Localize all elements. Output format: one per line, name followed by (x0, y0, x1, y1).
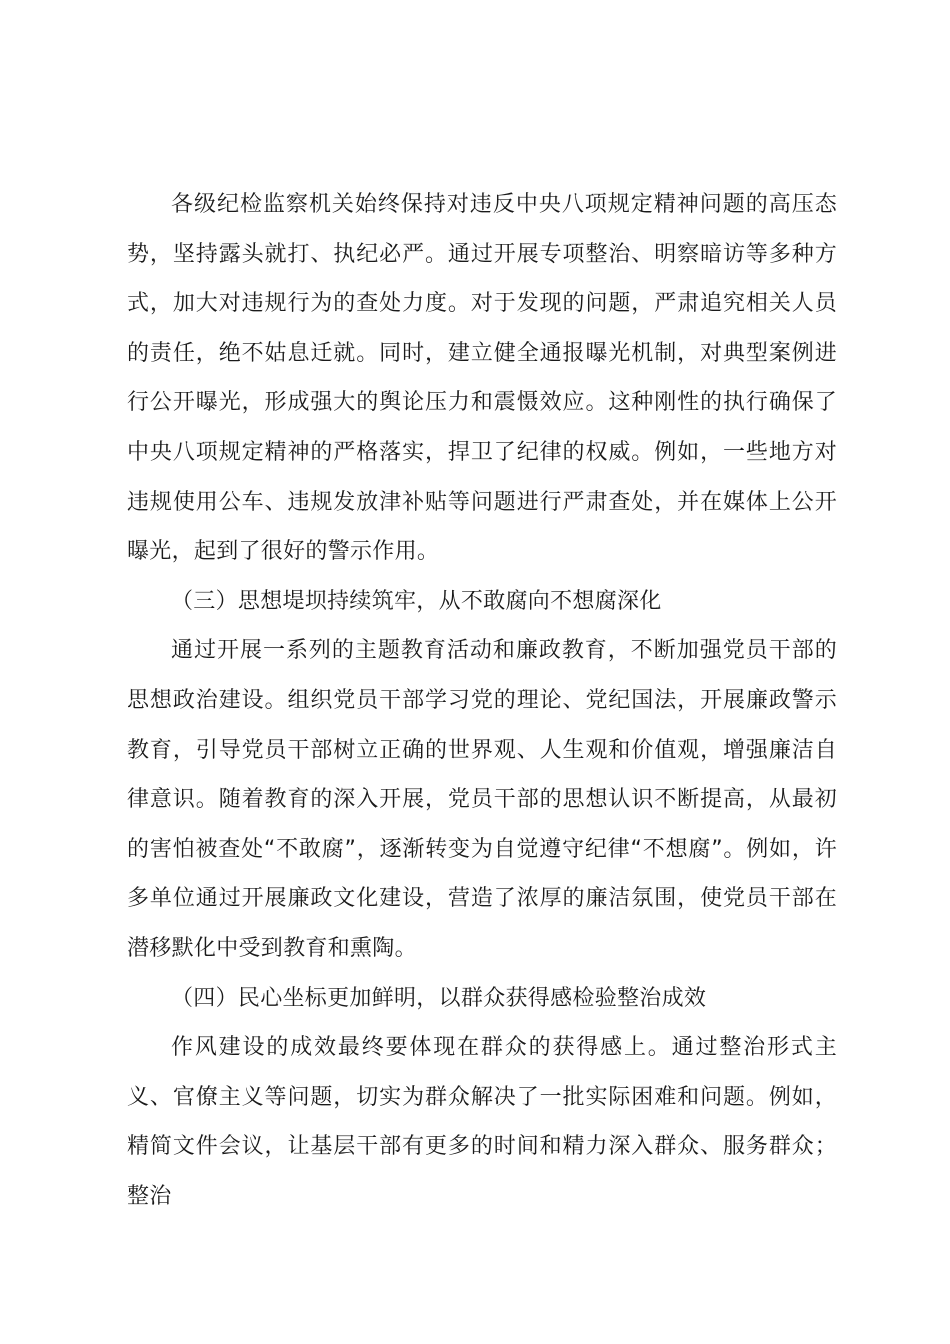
paragraph-enforcement: 各级纪检监察机关始终保持对违反中央八项规定精神问题的高压态势，坚持露头就打、执纪必严。通过开展专项整治、明察暗访等多种方式，加大对违规行为的查处力度。对于发现的问题，严肃追究相关人员的责任，绝不姑息迁就。同时，建立健全通报曝光机制，对典型案例进行公开曝光，形成强大的舆论压力和震慑效应。这种刚性的执行确保了中央八项规定精神的严格落实，捍卫了纪律的权威。例如，一些地方对违规使用公车、违规发放津补贴等问题进行严肃查处，并在媒体上公开曝光，起到了很好的警示作用。 (127, 192, 837, 565)
section-heading-4: （四）民心坐标更加鲜明，以群众获得感检验整治成效 (171, 985, 707, 1011)
paragraph-ideology: 通过开展一系列的主题教育活动和廉政教育，不断加强党员干部的思想政治建设。组织党员干部学习党的理论、党纪国法，开展廉政警示教育，引导党员干部树立正确的世界观、人生观和价值观，增强廉洁自律意识。随着教育的深入开展，党员干部的思想认识不断提高，从最初的害怕被查处“不敢腐”，逐渐转变为自觉遵守纪律“不想腐”。例如，许多单位通过开展廉政文化建设，营造了浓厚的廉洁氛围，使党员干部在潜移默化中受到教育和熏陶。 (127, 638, 837, 961)
document-body (127, 180, 837, 1221)
paragraph-public-benefit: 作风建设的成效最终要体现在群众的获得感上。通过整治形式主义、官僚主义等问题，切实为群众解决了一批实际困难和问题。例如，精简文件会议，让基层干部有更多的时间和精力深入群众、服务群众；整治 (127, 1035, 837, 1209)
section-heading-3: （三）思想堤坝持续筑牢，从不敢腐向不想腐深化 (171, 588, 662, 614)
